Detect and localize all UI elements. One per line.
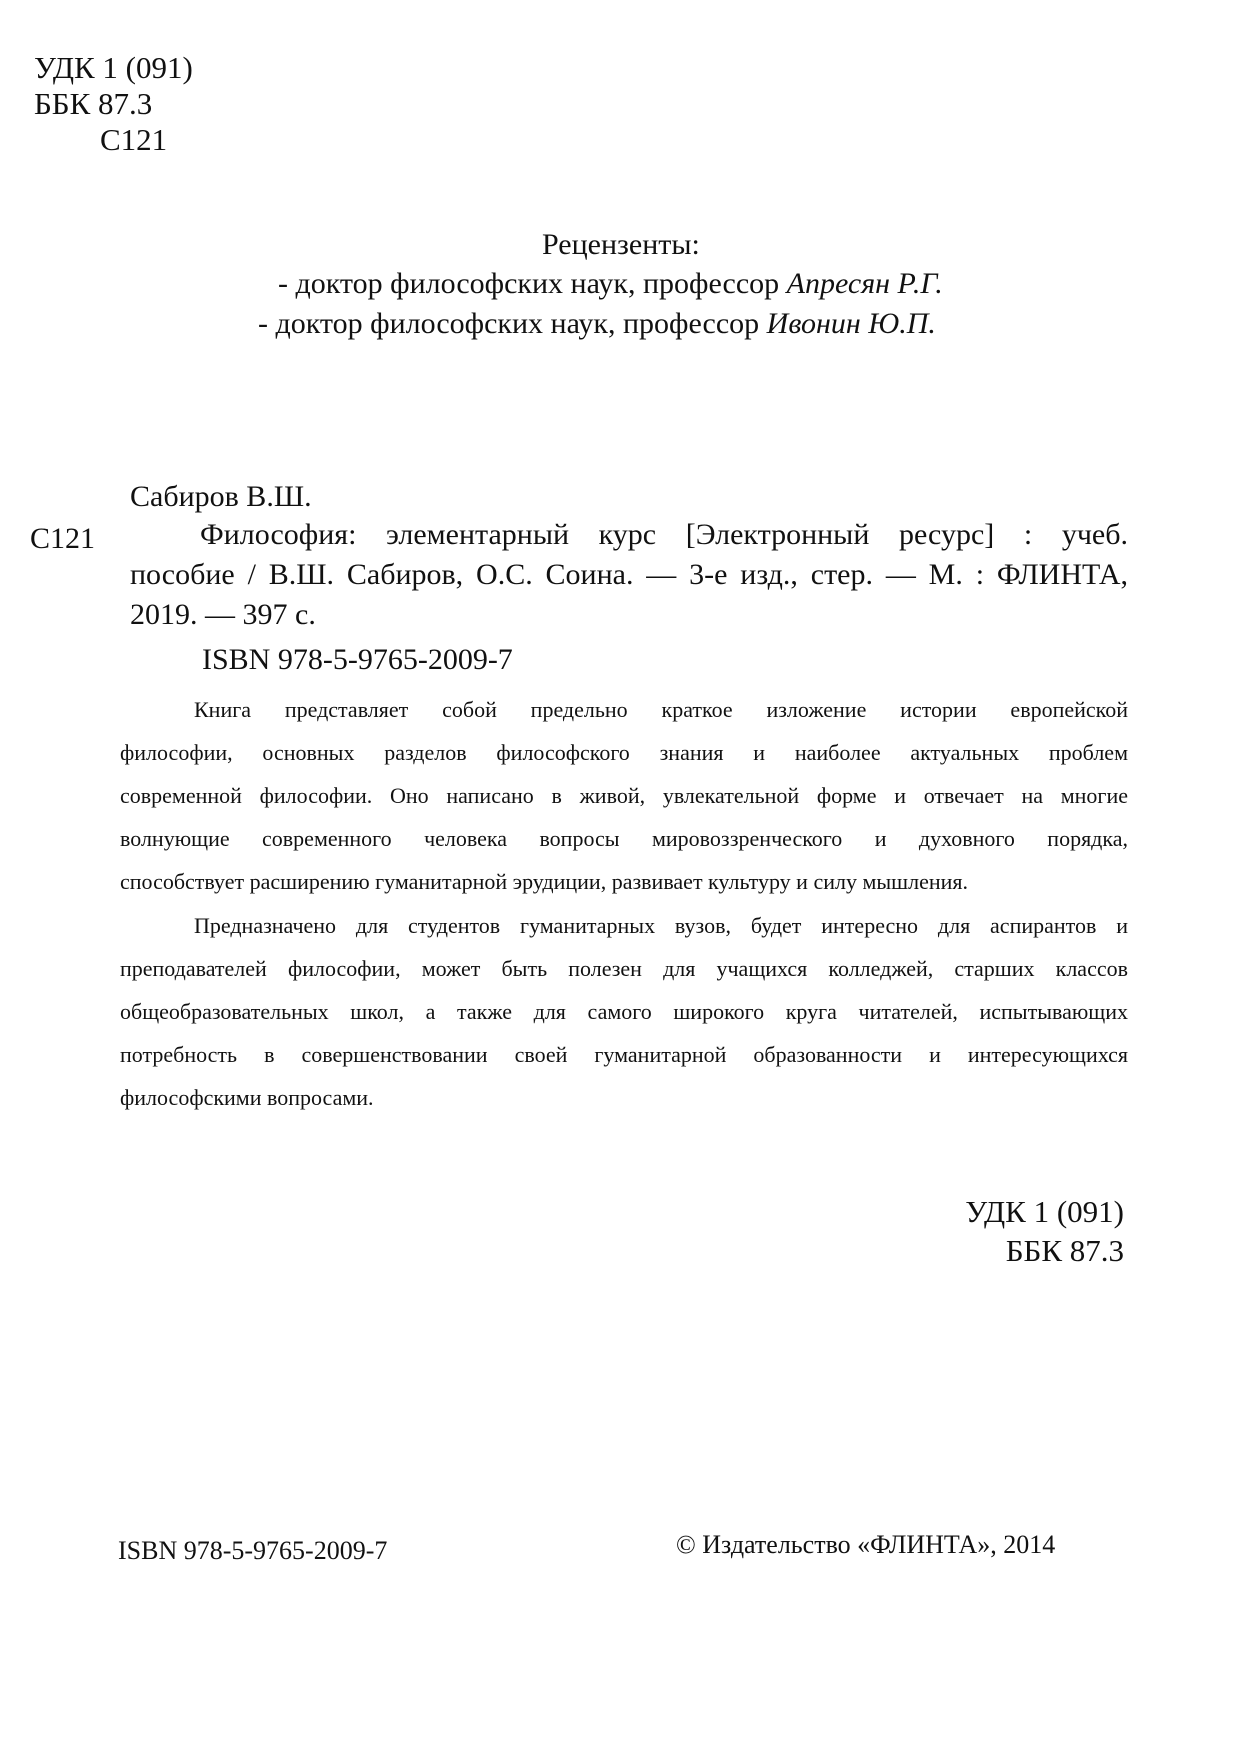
abstract-p1-line-4: волнующие современного человека вопросы мировоззренческого и духовного порядка, [120,826,1128,851]
catalog-description-line-3: 2019. — 397 с. [130,598,316,631]
reviewer-2-name: Ивонин Ю.П. [766,307,936,340]
catalog-description-line-1: Философия: элементарный курс [Электронный ресурс] : учеб. [200,518,1128,551]
footer-bbk-code: ББК 87.3 [1005,1233,1124,1268]
abstract-p2-line-2: преподавателей философии, может быть полезен для учащихся колледжей, старших классов [120,956,1128,981]
abstract-p1-line-3: современной философии. Оно написано в живой, увлекательной форме и отвечает на многие [120,783,1128,808]
catalog-author: Сабиров В.Ш. [130,480,312,513]
reviewers-title: Рецензенты: [542,228,700,261]
abstract-p1-line-2: философии, основных разделов философского знания и наиболее актуальных проблем [120,740,1128,765]
reviewer-1 [278,269,943,299]
reviewer-1-position: - доктор философских наук, профессор [278,267,787,300]
author-mark: С121 [100,122,168,157]
bbk-code: ББК 87.3 [34,86,153,121]
abstract-p2-line-4: потребность в совершенствовании своей гуманитарной образованности и интересующихся [120,1042,1128,1067]
catalog-description-line-2: пособие / В.Ш. Сабиров, О.С. Соина. — 3-е изд., стер. — М. : ФЛИНТА, [130,558,1128,591]
reviewer-1-name: Апресян Р.Г. [786,267,943,300]
abstract-p2-line-1: Предназначено для студентов гуманитарных вузов, будет интересно для аспирантов и [194,913,1128,938]
copyright: © Издательство «ФЛИНТА», 2014 [676,1530,1056,1559]
abstract-p1-line-1: Книга представляет собой предельно краткое изложение истории европейской [194,697,1128,722]
abstract-p1-line-5: способствует расширению гуманитарной эрудиции, развивает культуру и силу мышления. [120,869,969,894]
reviewer-2 [258,309,936,339]
footer-isbn: ISBN 978-5-9765-2009-7 [118,1536,388,1565]
catalog-mark: С121 [30,522,96,555]
catalog-isbn: ISBN 978-5-9765-2009-7 [202,643,513,676]
udk-code: УДК 1 (091) [34,50,193,85]
abstract-p2-line-5: философскими вопросами. [120,1085,374,1110]
reviewer-2-position: - доктор философских наук, профессор [258,307,767,340]
footer-udk-code: УДК 1 (091) [965,1194,1124,1229]
abstract-p2-line-3: общеобразовательных школ, а также для самого широкого круга читателей, испытывающих [120,999,1128,1024]
